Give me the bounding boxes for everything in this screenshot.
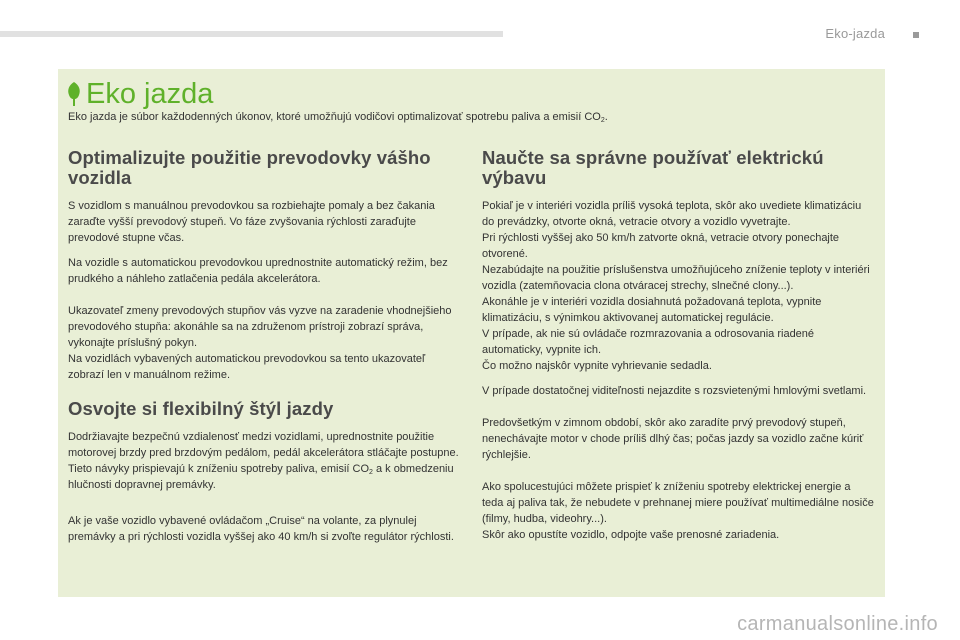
paragraph-climate: Pokiaľ je v interiéri vozidla príliš vysoká teplota, skôr ako uvediete klimatizáciu do prevádzky, otvorte okná, vetracie otvory a vozidlo vyvetrajte. Pri rýchlosti vyššej ako 50 km/h zatvorte okná, vetracie otvory ponechajte otvorené. Nezabúdajte na použitie príslušenstva umožňujúceho zníženie teploty v interiéri vozidla (zatemňovacia clona otváracej strechy, slnečné clony...). Akonáhle je v interiéri vozidla dosiahnutá požadovaná teplota, vypnite klimatizáciu, s výnimkou aktivovanej automatickej regulácie. V prípade, ak nie sú ovládače rozmrazovania a odrosovania riadené automaticky, vypnite ich. Čo možno najskôr vypnite vyhrievanie sedadla. [482, 200, 870, 372]
paragraph-fog-lights: V prípade dostatočnej viditeľnosti nejazdite s rozsvietenými hmlovými svetlami. [482, 385, 867, 397]
paragraph-cruise-control: Ak je vaše vozidlo vybavené ovládačom „Cruise“ na volante, za plynulej premávky a pri rýchlosti vozidla vyššej ako 40 km/h si zvoľte regulátor rýchlosti. [68, 515, 454, 543]
paragraph-manual-gearbox: S vozidlom s manuálnou prevodovkou sa rozbiehajte pomaly a bez čakania zaraďte vyšší prevodový stupeň. Vo fáze zvyšovania rýchlosti zaraďujte prevodové stupne včas. [68, 200, 435, 244]
watermark: carmanualsonline.info [737, 613, 938, 635]
section-label: Eko-jazda [825, 26, 885, 41]
heading-driving-style: Osvojte si flexibilný štýl jazdy [68, 398, 334, 419]
title-row [66, 77, 213, 111]
paragraph-gear-indicator: Ukazovateľ zmeny prevodových stupňov vás vyzve na zaradenie vhodnejšieho prevodového stupňa: akonáhle sa na združenom prístroji zobrazí správa, vykonajte príslušný pokyn. Na vozidlách vybavených automatickou prevodovkou sa tento ukazovateľ zobrazí len v manuálnom režime. [68, 305, 452, 381]
intro-text: Eko jazda je súbor každodenných úkonov, ktoré umožňujú vodičovi optimalizovať spotrebu paliva a emisií $CO_2$. [68, 111, 608, 124]
heading-electrical-equipment: Naučte sa správne používať elektrickú výbavu [482, 147, 824, 188]
left-column [68, 148, 463, 554]
tree-leaf-icon [66, 81, 82, 107]
page-title: Eko jazda [86, 78, 214, 110]
paragraph-winter-start: Predovšetkým v zimnom období, skôr ako zaradíte prvý prevodový stupeň, nenechávajte motor v chode príliš dlhý čas; počas jazdy sa vozidlo začne kúriť rýchlejšie. [482, 417, 864, 461]
right-column [482, 148, 874, 552]
paragraph-automatic-gearbox: Na vozidle s automatickou prevodovkou uprednostnite automatický režim, bez prudkého a náhleho zatlačenia pedála akcelerátora. [68, 257, 448, 285]
header-rule [0, 31, 503, 37]
paragraph-safe-distance: Dodržiavajte bezpečnú vzdialenosť medzi vozidlami, uprednostnite použitie motorovej brzdy pred brzdovým pedálom, pedál akcelerátora stláčajte postupne. Tieto návyky prispievajú k zníženiu spotreby paliva, emisií $CO_2$ a k obmedzeniu hlučnosti dopravnej premávky. [68, 431, 459, 491]
section-marker-icon [913, 32, 919, 38]
heading-gearbox: Optimalizujte použitie prevodovky vášho vozidla [68, 147, 431, 188]
paragraph-passengers: Ako spolucestujúci môžete prispieť k zníženiu spotreby elektrickej energie a teda aj paliva tak, že nebudete v prehnanej miere používať multimediálne nosiče (filmy, hudba, videohry...). Skôr ako opustíte vozidlo, odpojte vaše prenosné zariadenia. [482, 481, 874, 541]
